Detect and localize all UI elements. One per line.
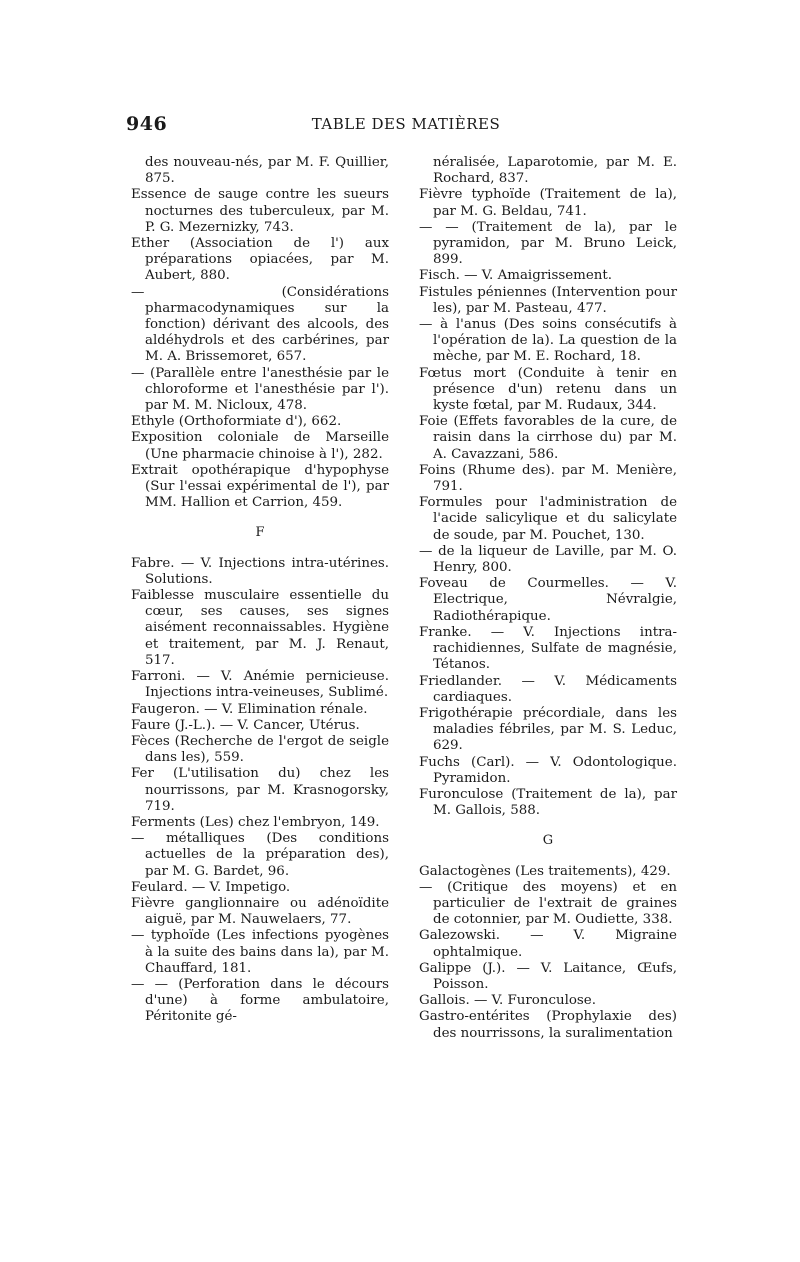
index-entry: Gallois. — V. Furonculose.: [419, 993, 596, 1009]
index-entry: Exposition coloniale de Marseille (Une pharmacie chinoise à l'), 282.: [131, 430, 389, 462]
index-entry: — (Parallèle entre l'anesthésie par le chloroforme et l'anesthésie par l'). par M. M. Nicloux, 478.: [131, 365, 389, 414]
index-entry: Extrait opothérapique d'hypophyse (Sur l'essai expérimental de l'), par MM. Hallion et Carrion, 459.: [131, 462, 389, 511]
index-column-right: [419, 155, 677, 1042]
index-entry: Ethyle (Orthoformiate d'), 662.: [131, 414, 342, 430]
index-entry: Faugeron. — V. Elimination rénale.: [131, 701, 368, 717]
running-head: TABLE DES MATIÈRES: [311, 115, 501, 133]
index-entry: Foins (Rhume des). par M. Menière, 791.: [419, 462, 677, 495]
index-entry: Ferments (Les) chez l'embryon, 149.: [131, 814, 380, 830]
index-entry: — à l'anus (Des soins consécutifs à l'opération de la). La question de la mèche, par M. E. Rochard, 18.: [419, 317, 677, 365]
index-entry: Foie (Effets favorables de la cure, de raisin dans la cirrhose du) par M. A. Cavazzani, 586.: [419, 414, 677, 462]
index-entry: — — (Traitement de la), par le pyramidon, par M. Bruno Leick, 899.: [419, 219, 677, 268]
index-entry: Friedlander. — V. Médicaments cardiaques.: [419, 673, 677, 705]
index-entry: Fœtus mort (Conduite à tenir en présence d'un) retenu dans un kyste fœtal, par M. Rudaux, 344.: [419, 365, 677, 414]
section-letter: G: [542, 833, 554, 849]
index-column-left: [131, 155, 389, 1026]
index-entry: Faure (J.-L.). — V. Cancer, Utérus.: [131, 717, 360, 733]
index-entry: Fuchs (Carl). — V. Odontologique. Pyramidon.: [419, 754, 677, 786]
index-entry: Essence de sauge contre les sueurs nocturnes des tuberculeux, par M. P. G. Mezernizky, 743.: [131, 187, 389, 235]
index-entry: Fièvre ganglionnaire ou adénoïdite aiguë, par M. Nauwelaers, 77.: [131, 895, 389, 928]
index-entry-continuation: néralisée, Laparotomie, par M. E. Rochard, 837.: [433, 155, 677, 187]
index-entry: — (Considérations pharmacodynamiques sur la fonction) dérivant des alcools, des aldéhydrols et des carbérines, par M. A. Brissemoret, 657.: [131, 284, 389, 365]
index-entry-continuation: des nouveau-nés, par M. F. Quillier, 875.: [145, 155, 389, 187]
index-entry: Gastro-entérites (Prophylaxie des) des nourrissons, la suralimentation: [419, 1009, 677, 1041]
index-entry: Fièvre typhoïde (Traitement de la), par M. G. Beldau, 741.: [419, 187, 677, 219]
index-entry: Foveau de Courmelles. — V. Electrique, Névralgie, Radiothérapique.: [419, 576, 677, 624]
index-entry: Faiblesse musculaire essentielle du cœur, ses causes, ses signes aisément reconnaissables. Hygiène et traitement, par M. J. Renaut, 517.: [131, 588, 389, 668]
index-entry: Fabre. — V. Injections intra-utérines. Solutions.: [131, 555, 389, 587]
index-entry: Galactogènes (Les traitements), 429.: [419, 863, 671, 879]
index-entry: Farroni. — V. Anémie pernicieuse. Injections intra-veineuses, Sublimé.: [131, 669, 389, 701]
index-entry: Fer (L'utilisation du) chez les nourrissons, par M. Krasnogorsky, 719.: [131, 766, 389, 814]
index-entry: Formules pour l'administration de l'acide salicylique et du salicylate de soude, par M. Pouchet, 130.: [419, 495, 677, 543]
index-entry: — — (Perforation dans le décours d'une) à forme ambulatoire, Péritonite gé-: [131, 976, 389, 1025]
index-entry: — de la liqueur de Laville, par M. O. Henry, 800.: [419, 543, 677, 576]
index-entry: — (Critique des moyens) et en particulier de l'extrait de graines de cotonnier, par M. Oudiette, 338.: [419, 879, 677, 928]
section-letter: F: [255, 525, 265, 541]
index-entry: Franke. — V. Injections intra-rachidiennes, Sulfate de magnésie, Tétanos.: [419, 624, 677, 673]
index-entry: Fèces (Recherche de l'ergot de seigle dans les), 559.: [131, 733, 389, 766]
index-entry: Frigothérapie précordiale, dans les maladies fébriles, par M. S. Leduc, 629.: [419, 705, 677, 754]
index-entry: — typhoïde (Les infections pyogènes à la suite des bains dans la), par M. Chauffard, 181.: [131, 928, 389, 976]
index-entry: — métalliques (Des conditions actuelles de la préparation des), par M. G. Bardet, 96.: [131, 831, 389, 879]
index-entry: Galippe (J.). — V. Laitance, Œufs, Poisson.: [419, 960, 677, 992]
page-header: [126, 113, 686, 141]
index-entry: Fisch. — V. Amaigrissement.: [419, 268, 613, 284]
index-entry: Feulard. — V. Impetigo.: [131, 879, 291, 895]
index-entry: Fistules péniennes (Intervention pour les), par M. Pasteau, 477.: [419, 284, 677, 316]
index-entry: Ether (Association de l') aux préparations opiacées, par M. Aubert, 880.: [131, 236, 389, 284]
index-entry: Galezowski. — V. Migraine ophtalmique.: [419, 928, 677, 960]
index-entry: Furonculose (Traitement de la), par M. Gallois, 588.: [419, 786, 677, 819]
page-number: 946: [126, 113, 168, 135]
